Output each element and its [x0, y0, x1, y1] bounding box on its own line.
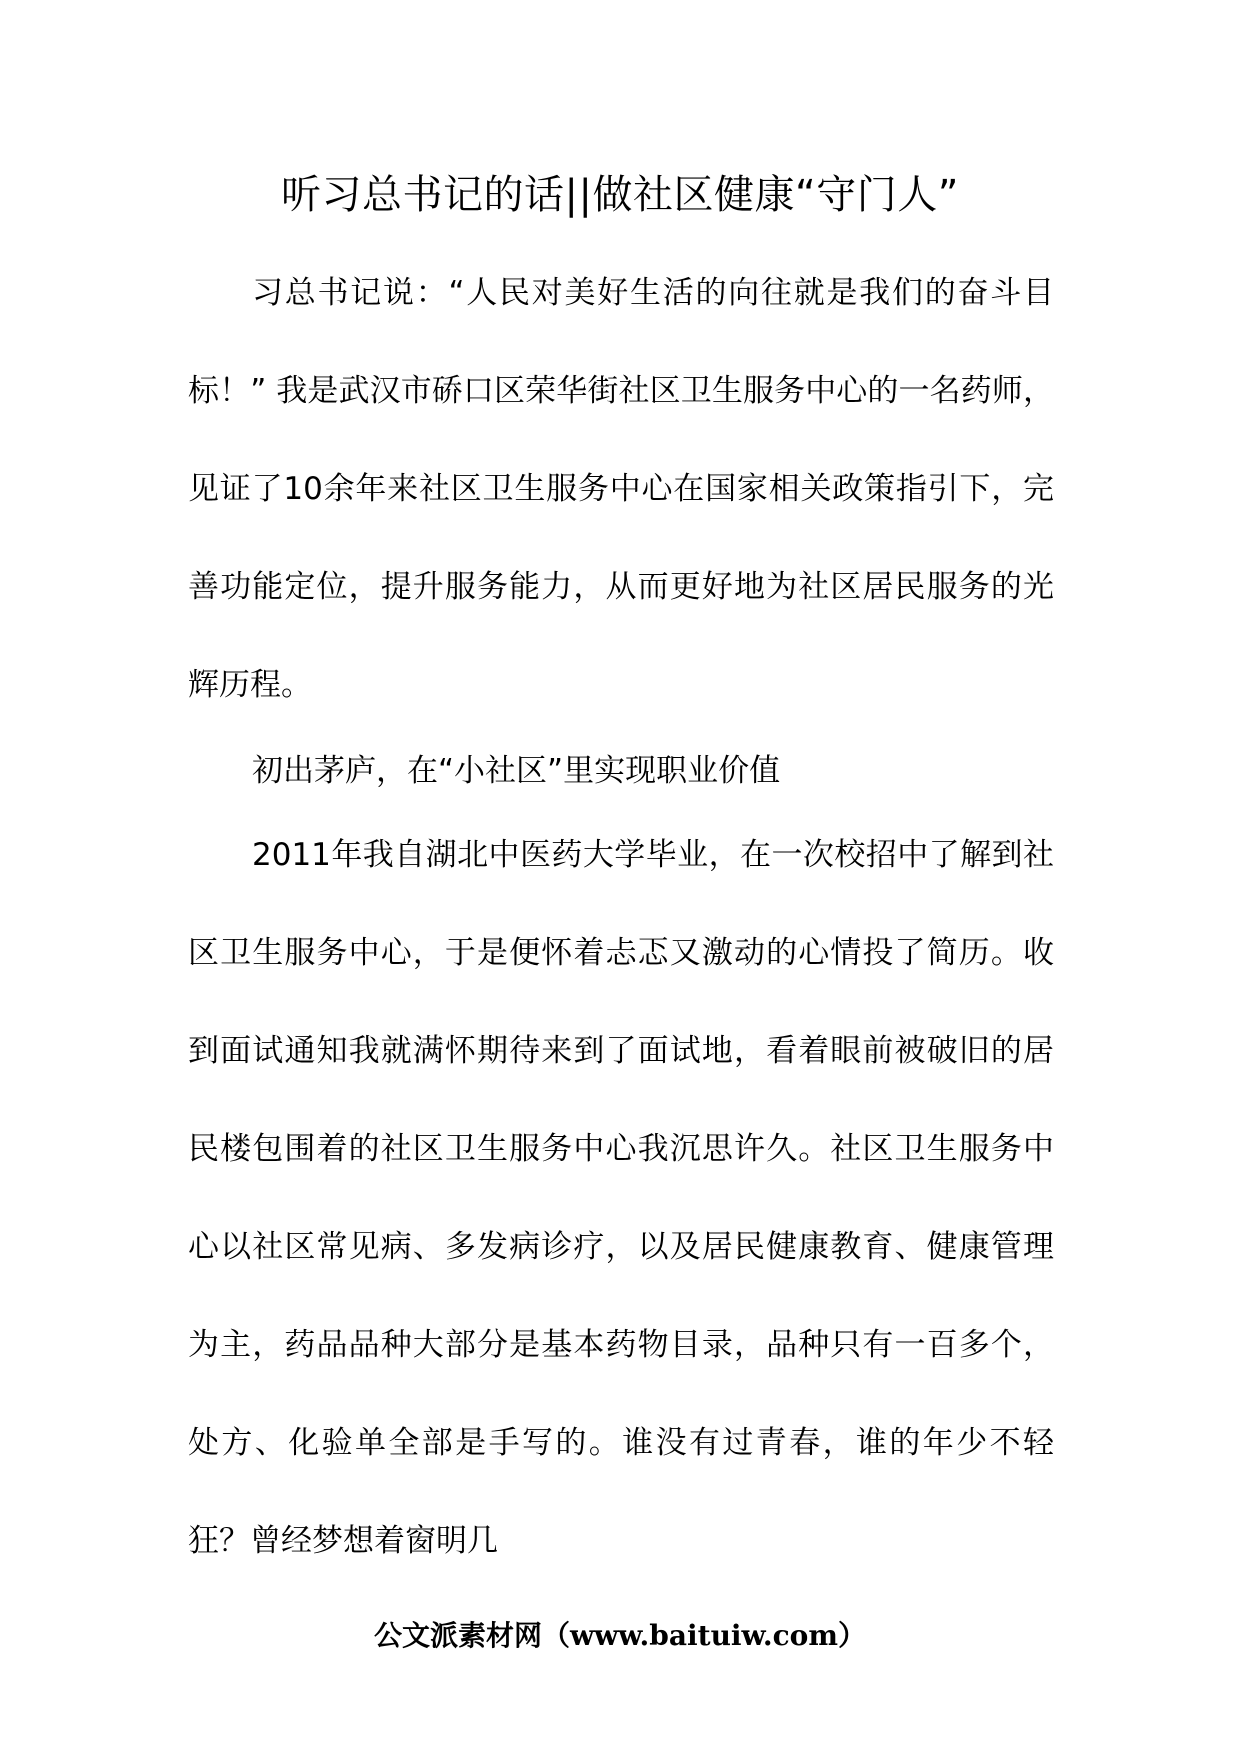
document-title: 听习总书记的话||做社区健康“守门人” [281, 172, 959, 218]
body-paragraph-3-container [188, 806, 1054, 1590]
body-paragraph-1-container [188, 244, 1054, 734]
body-paragraph: 2011年我自湖北中医药大学毕业，在一次校招中了解到社区卫生服务中心，于是便怀着忐忑又激动的心情投了简历。收到面试通知我就满怀期待来到了面试地，看着眼前被破旧的居民楼包围着的社区卫生服务中心我沉思许久。社区卫生服务中心以社区常见病、多发病诊疗，以及居民健康教育、健康管理为主，药品品种大部分是基本药物目录，品种只有一百多个，处方、化验单全部是手写的。谁没有过青春，谁的年少不轻狂？曾经梦想着窗明几 [188, 837, 1054, 1559]
section-heading: 初出茅庐，在“小社区”里实现职业价值 [252, 753, 781, 789]
body-paragraph: 习总书记说：“人民对美好生活的向往就是我们的奋斗目标！” 我是武汉市硚口区荣华街社区卫生服务中心的一名药师，见证了10余年来社区卫生服务中心在国家相关政策指引下，完善功能定位，提升服务能力，从而更好地为社区居民服务的光辉历程。 [188, 275, 1054, 703]
page-footer: 公文派素材网（www.baituiw.com） [374, 1619, 866, 1652]
